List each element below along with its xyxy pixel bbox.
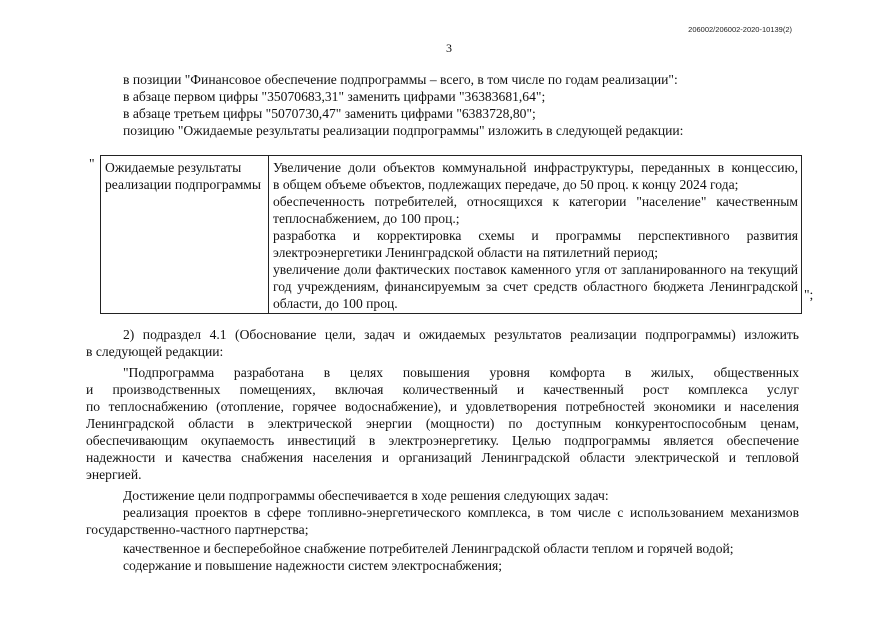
paragraph-line: обеспечивающим окупаемость инвестиций в электроэнергетику. Целью подпрограммы является обеспечение: [86, 433, 799, 448]
intro-line-1: в позиции "Финансовое обеспечение подпрограммы – всего, в том числе по годам реализации":: [123, 72, 678, 87]
table-right-line: обеспеченность потребителей, относящихся к категории "население" качественным: [273, 194, 798, 209]
table-open-quote: ": [89, 156, 95, 171]
table-right-line: области, до 100 проц.: [273, 296, 398, 311]
paragraph-line: энергией.: [86, 467, 142, 482]
paragraph-line: и производственных помещениях, включая количественный и качественный рост комплекса услуг: [86, 382, 799, 397]
table-right-line: Увеличение доли объектов коммунальной инфраструктуры, переданных в концессию,: [273, 160, 798, 175]
task-line: государственно-частного партнерства;: [86, 522, 309, 537]
section-heading-line: 2) подраздел 4.1 (Обоснование цели, задач и ожидаемых результатов реализации подпрограммы) изложить: [123, 327, 799, 342]
paragraph-line: "Подпрограмма разработана в целях повышения уровня комфорта в жилых, общественных: [123, 365, 799, 380]
task-line: содержание и повышение надежности систем электроснабжения;: [123, 558, 503, 573]
table-right-cell: [273, 159, 798, 312]
expected-results-table: [100, 155, 802, 314]
table-right-line: увеличение доли фактических поставок каменного угля от запланированного на текущий: [273, 262, 798, 277]
table-right-line: теплоснабжением, до 100 проц.;: [273, 211, 460, 226]
document-id: 206002/206002-2020-10139(2): [688, 25, 792, 34]
intro-line-2: в абзаце первом цифры "35070683,31" заменить цифрами "36383681,64";: [123, 89, 546, 104]
task-line: качественное и бесперебойное снабжение потребителей Ленинградской области теплом и горячей водой;: [123, 541, 734, 556]
tasks-intro: Достижение цели подпрограммы обеспечивается в ходе решения следующих задач:: [123, 488, 609, 503]
table-right-line: электроэнергетики Ленинградской области на пятилетний период;: [273, 245, 659, 260]
table-right-line: разработка и корректировка схемы и программы перспективного развития: [273, 228, 798, 243]
task-line: реализация проектов в сфере топливно-энергетического комплекса, в том числе с использованием механизмов: [123, 505, 799, 520]
intro-line-3: в абзаце третьем цифры "5070730,47" заменить цифрами "6383728,80";: [123, 106, 536, 121]
paragraph-line: Ленинградской области в электрической энергии (мощности) по доступным конкурентоспособным ценам,: [86, 416, 799, 431]
table-right-line: год учреждениям, финансируемым за счет средств областного бюджета Ленинградской: [273, 279, 798, 294]
table-close-quote: ";: [804, 287, 814, 302]
paragraph-line: надежности и качества снабжения населения и организаций Ленинградской области электрической и тепловой: [86, 450, 799, 465]
intro-line-4: позицию "Ожидаемые результаты реализации подпрограммы" изложить в следующей редакции:: [123, 123, 684, 138]
paragraph-line: по теплоснабжению (отопление, горячее водоснабжение), и удовлетворения потребностей экономики и населения: [86, 399, 799, 414]
page-number: 3: [446, 41, 452, 55]
table-right-line: в общем объеме объектов, подлежащих передаче, до 50 проц. к концу 2024 года;: [273, 177, 739, 192]
table-column-divider: [268, 156, 269, 313]
section-heading-line: в следующей редакции:: [86, 344, 224, 359]
table-left-cell: Ожидаемые результаты реализации подпрограммы: [105, 160, 262, 192]
